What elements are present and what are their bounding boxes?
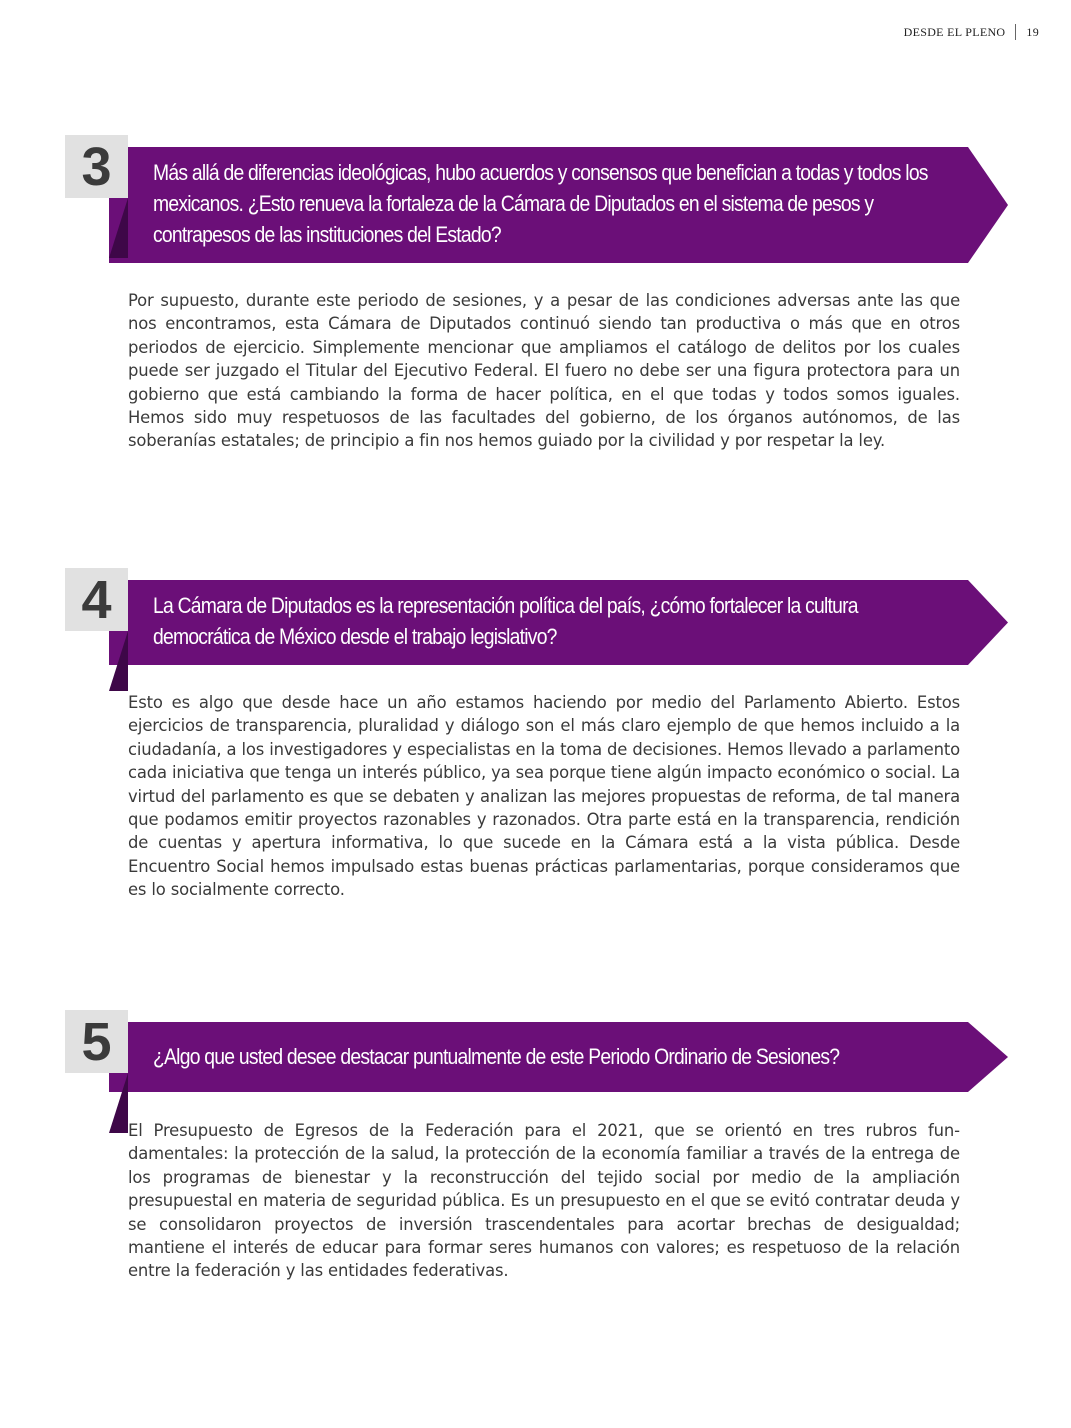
answer-text: Por supuesto, durante este periodo de sesiones, y a pesar de las condiciones adversas ante las que nos encontramos, esta Cámara de Diputados continuó siendo tan productiva o más que en otros periodos de ejercicio. Simplemente mencionar que ampliamos el catálogo de delitos por los cuales puede ser juzgado el Titular del Ejecutivo Federal. El fuero no debe ser una figura protectora para un gobierno que está cambiando la forma de hacer política, en el que todas y todos somos iguales. Hemos sido muy respetuosos de las facultades del gobierno, de los órganos autónomos, de las soberanías estatales; de principio a fin nos hemos guiado por la civilidad y por respetar la ley. xyxy=(128,291,960,451)
question-number-badge: 3 xyxy=(65,135,128,198)
question-block-5 xyxy=(65,1010,1008,1092)
answer-text: El Presupuesto de Egresos de la Federación para el 2021, que se orientó en tres rubros fundamentales: la protección de la salud, la protección de la economía familiar a través de la entrega de los programas de bienestar y la reconstrucción del tejido social por medio de la ampliación presupuestal en materia de seguridad pública. Es un presupuesto en el que se evitó contratar deuda y se consolidaron proyectos de inversión trascendentales para acortar brechas de desigualdad; mantiene el interés de educar para formar seres humanos con valores; es respetuoso de la relación entre la federación y las entidades federativas. xyxy=(128,1121,960,1281)
question-text: Más allá de diferencias ideológicas, hubo acuerdos y consensos que benefician a todas y todos los mexicanos. ¿Esto renueva la fortaleza de la Cámara de Diputados en el sistema de pesos y contrapesos de las instituciones del Estado? xyxy=(153,160,928,247)
question-block-4 xyxy=(65,568,1008,665)
question-text: La Cámara de Diputados es la representación política del país, ¿cómo fortalecer la cultura democrática de México desde el trabajo legislativo? xyxy=(153,593,858,649)
header-divider xyxy=(1015,24,1016,40)
question-text: ¿Algo que usted desee destacar puntualmente de este Periodo Ordinario de Sesiones? xyxy=(153,1044,840,1069)
question-number-badge: 4 xyxy=(65,568,128,631)
running-head xyxy=(904,23,1039,41)
question-block-3 xyxy=(65,135,1008,263)
page-number: 19 xyxy=(1026,24,1039,39)
answer-text: Esto es algo que desde hace un año estamos haciendo por medio del Parlamento Abierto. Estos ejercicios de transparencia, pluralidad y diálogo son el más claro ejemplo de que hemos incluido a la ciudadanía, a los investigadores y especialistas en la toma de decisiones. Hemos llevado a parlamento cada iniciativa que tenga un interés público, ya sea porque tiene algún impacto económico o social. La virtud del parlamento es que se debaten y analizan las mejores propuestas de reforma, de tal manera que podamos emitir proyectos razonables y razonados. Otra parte está en la transparencia, rendición de cuentas y apertura informativa, lo que sucede en la Cámara está a la vista pública. Desde Encuentro Social hemos impulsado estas buenas prácticas parlamentarias, porque consideramos que es lo socialmente correcto. xyxy=(128,693,960,900)
question-number-badge: 5 xyxy=(65,1010,128,1073)
section-title: DESDE EL PLENO xyxy=(903,24,1006,39)
